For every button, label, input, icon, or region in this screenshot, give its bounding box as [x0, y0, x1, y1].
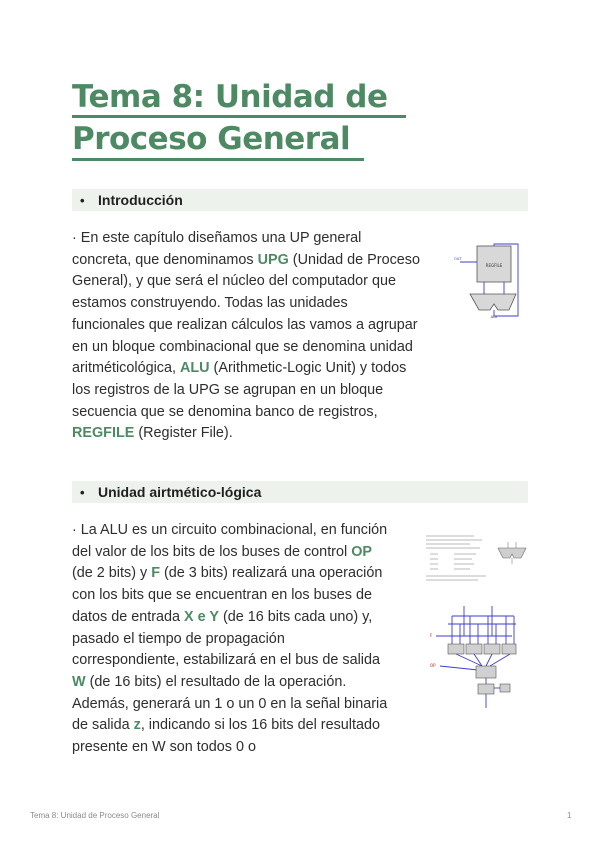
upg-block-diagram — [452, 242, 532, 324]
circuit-blocks — [448, 644, 516, 694]
highlight-z: z — [133, 717, 141, 734]
highlight-alu: ALU — [179, 360, 210, 377]
text-run: (Arithmetic-Logic Unit) y todos los registros de la UPG se agrupan en un bloque secuencia que se denomina banco de registros, — [72, 360, 407, 420]
section-label: Introducción — [98, 192, 183, 208]
text-run: (de 3 bits) realizará una operación con los bits que se encuentran en los buses de datos de entrada — [72, 565, 383, 625]
control-input-label: F — [430, 633, 433, 638]
alu-label: ALU — [490, 315, 498, 319]
input-label: OUT — [454, 257, 462, 261]
section-heading-introduccion — [72, 189, 528, 211]
section-label: Unidad airtmético-lógica — [98, 484, 262, 500]
page-number: 1 — [567, 811, 572, 820]
page-title-line-1: Tema 8: Unidad de — [72, 79, 388, 115]
page-title — [72, 76, 412, 160]
section-heading-unidad-aritmetico-logica — [72, 481, 528, 503]
title-underline-2 — [72, 158, 364, 161]
alu-paragraph — [72, 520, 394, 759]
bullet: • — [80, 193, 85, 208]
control-input-label: OP — [430, 663, 436, 668]
text-run: (de 16 bits cada uno) y, pasado el tiempo de propagación correspondiente, estabilizará en el bus de salida — [72, 608, 380, 669]
highlight-regfile: REGFILE — [72, 425, 135, 442]
highlight-x-y: X e Y — [184, 608, 219, 625]
circuit-wires — [436, 606, 516, 708]
bullet: • — [80, 485, 85, 500]
text-run: (Register File). — [134, 425, 233, 442]
highlight-upg: UPG — [257, 251, 289, 268]
text-run: (de 2 bits) y — [72, 565, 152, 582]
highlight-op: OP — [351, 543, 372, 560]
footer-title: Tema 8: Unidad de Proceso General — [30, 811, 160, 820]
highlight-w: W — [72, 673, 86, 690]
alu-circuit-diagram — [430, 604, 526, 712]
text-run: · La ALU es un circuito combinacional, en función del valor de los bits de los buses de control — [72, 522, 388, 560]
text-run: (Unidad de Proceso General), y que será el núcleo del computador que estamos construyendo. Todas las unidades funcionales que realizan cálculos las vamos a agrupar en un bloque combinacional que se denomina unidad aritméticológica, — [72, 251, 420, 377]
page-title-line-2: Proceso General — [72, 121, 351, 157]
regfile-label: REGFILE — [485, 263, 503, 268]
intro-paragraph — [72, 228, 424, 445]
text-run: · En este capítulo diseñamos una UP general concreta, que denominamos — [72, 230, 362, 268]
alu-block — [470, 294, 516, 310]
text-run: (de 16 bits) el resultado de la operación. Además, generará un 1 o un 0 en la señal binaria de salida — [72, 673, 388, 734]
text-run: , indicando si los 16 bits del resultado presente en W son todos 0 o — [72, 717, 381, 756]
title-underline-1 — [72, 115, 406, 118]
highlight-f: F — [151, 565, 160, 582]
alu-thumbnail-icon — [498, 548, 526, 558]
alu-operation-table-figure — [424, 532, 532, 584]
